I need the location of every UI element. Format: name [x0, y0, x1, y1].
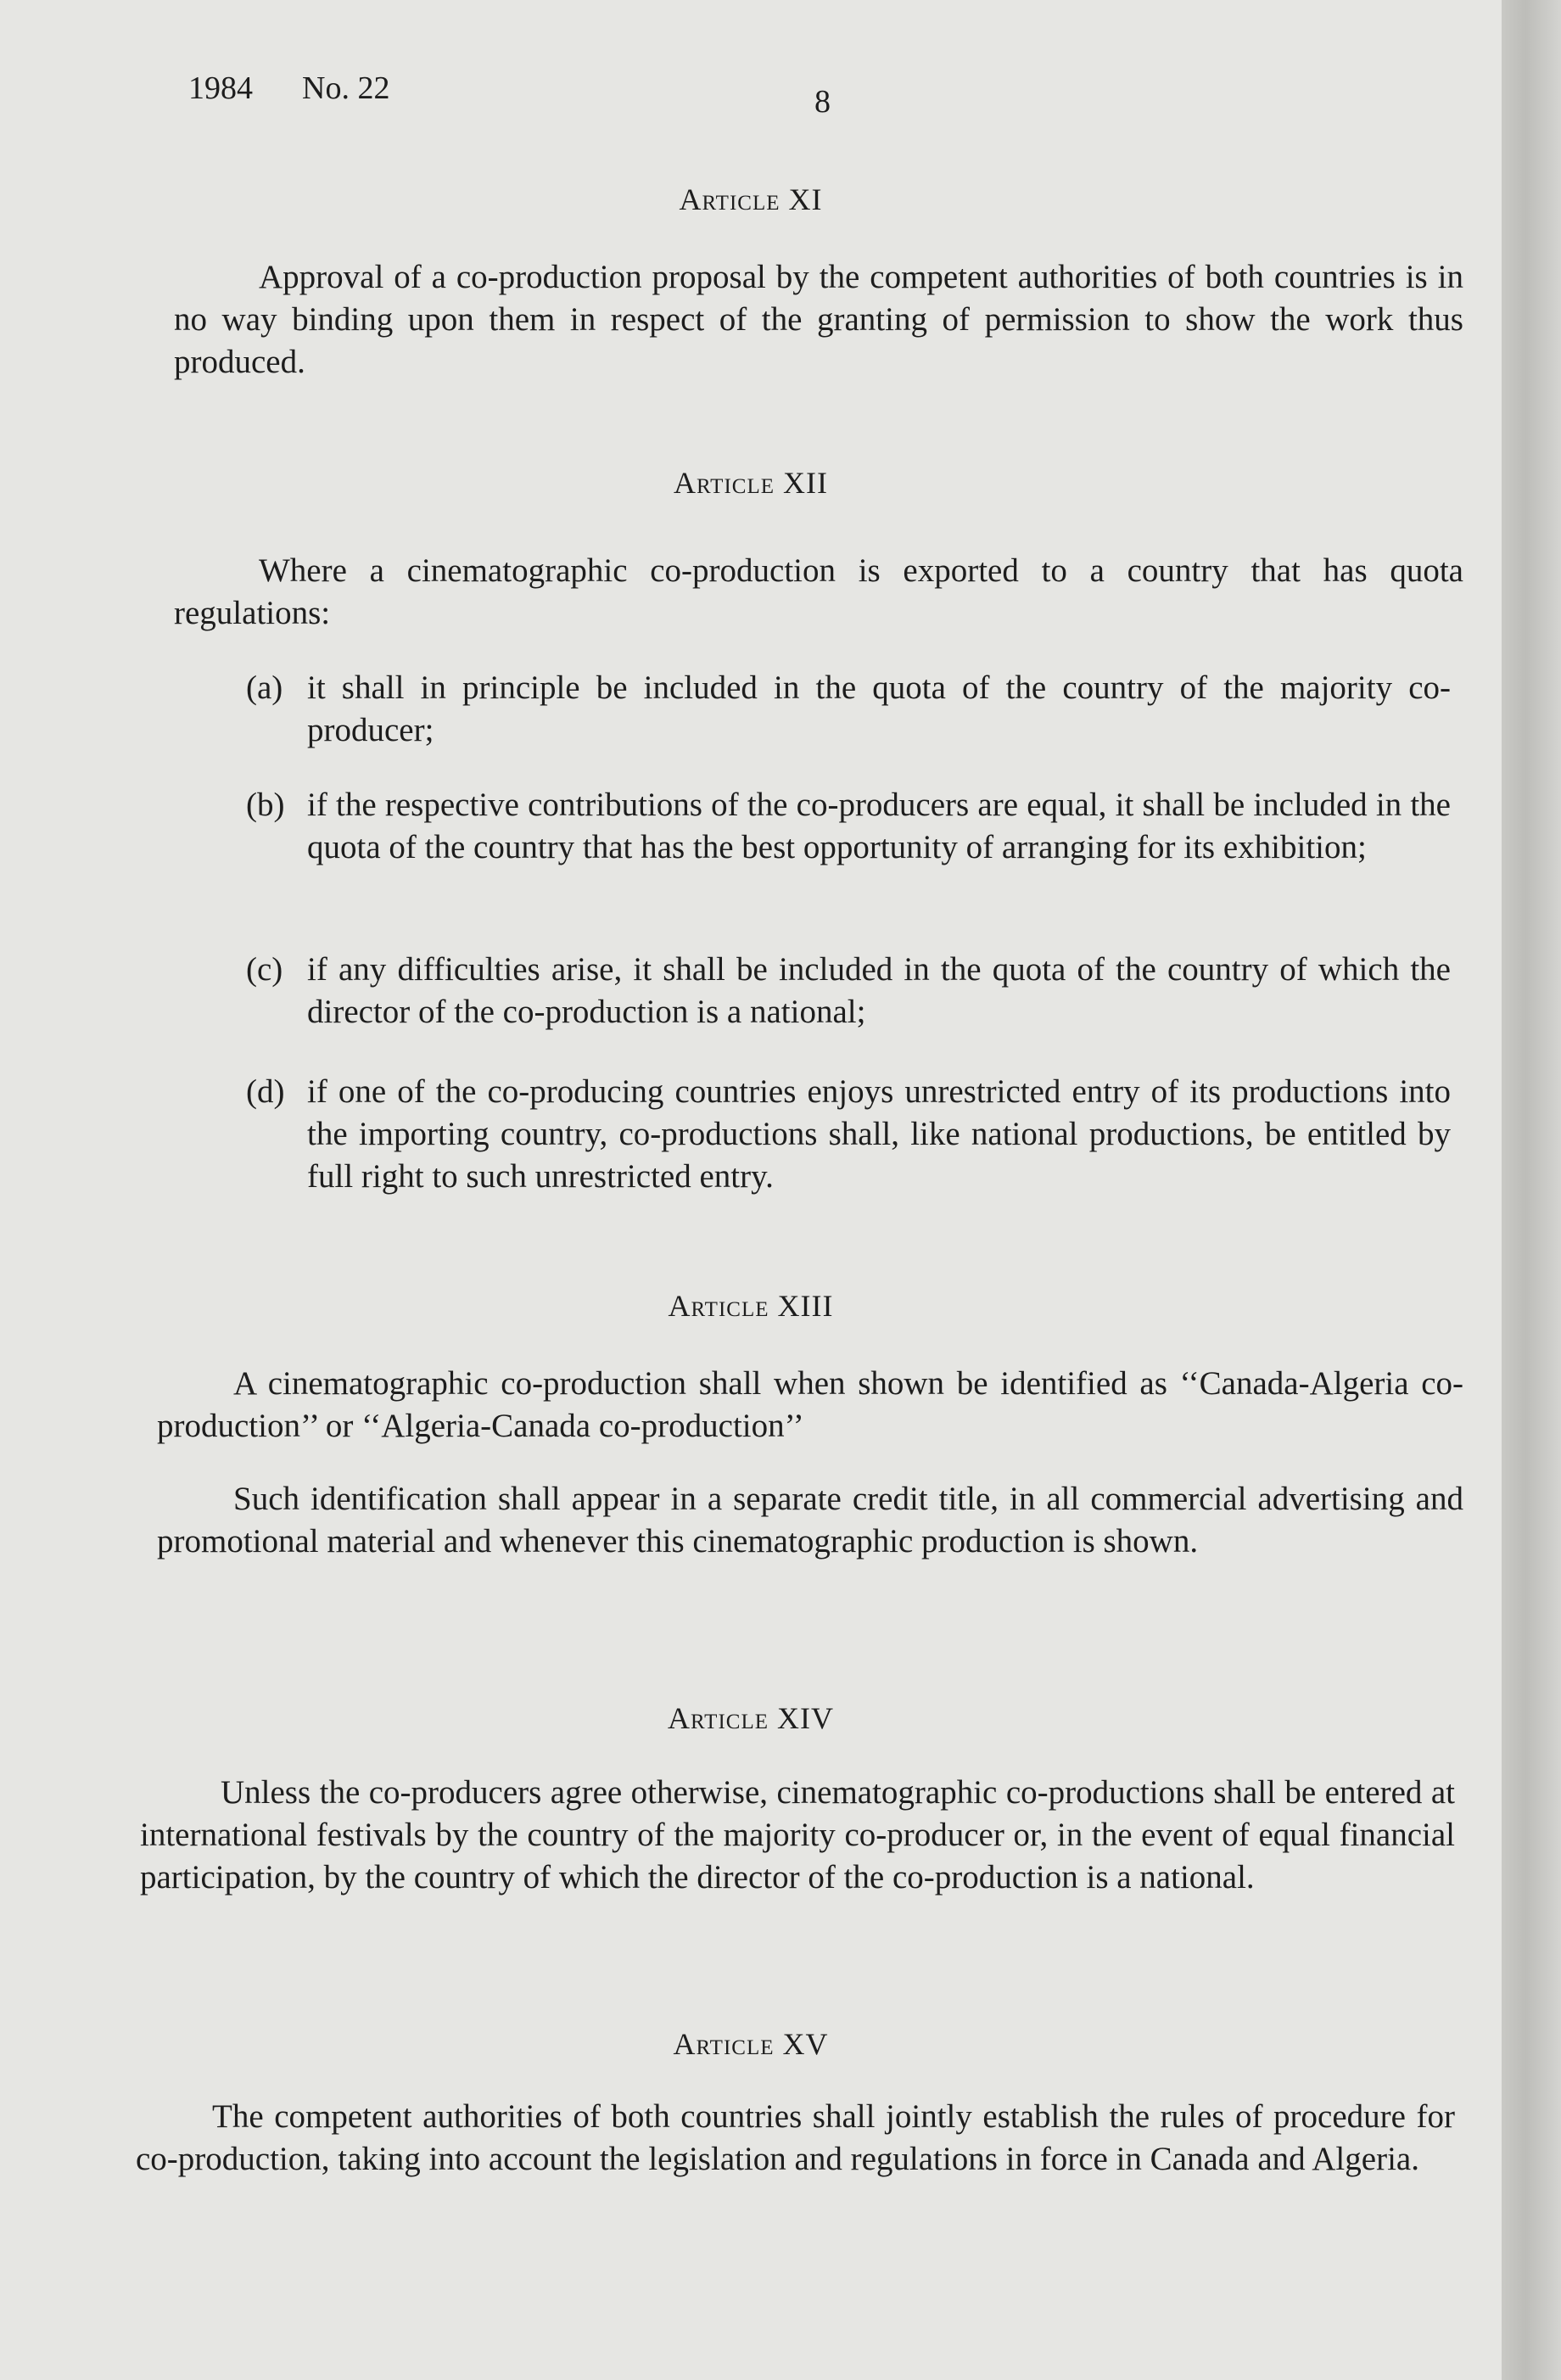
article-xv-paragraph: The competent authorities of both countries shall jointly establish the rules of procedure for co-production, taking into account the legislation and regulations in force in Canada and Algeria. [136, 2098, 1455, 2177]
article-xi-heading: Article XI [679, 182, 823, 216]
list-item-d [246, 1071, 1468, 1198]
book-spine-edge [1502, 0, 1561, 2380]
article-xiii-paragraph-2: Such identification shall appear in a separate credit title, in all commercial advertising and promotional material and whenever this cinematographic production is shown. [157, 1481, 1463, 1560]
list-text: if any difficulties arise, it shall be included in the quota of the country of which the director of the co-production is a national; [307, 951, 1451, 1030]
header-number: No. 22 [302, 70, 390, 106]
list-item-c [246, 949, 1468, 1033]
list-item-b [246, 784, 1468, 911]
list-marker: (c) [246, 951, 283, 988]
article-xiv-paragraph: Unless the co-producers agree otherwise, cinematographic co-productions shall be entered at international festivals by the country of the majority co-producer or, in the event of equal financial participation, by the country of which the director of the co-production is a national. [140, 1774, 1455, 1896]
header-year: 1984 [188, 70, 253, 106]
list-text: if the respective contributions of the co-producers are equal, it shall be included in the quota of the country that has the best opportunity of arranging for its exhibition; [307, 787, 1451, 865]
article-xi-paragraph: Approval of a co-production proposal by the competent authorities of both countries is in no way binding upon them in respect of the granting of permission to show the work thus produced. [174, 259, 1463, 380]
article-xiv-heading: Article XIV [668, 1701, 834, 1735]
list-item-a [246, 667, 1468, 752]
article-xii-heading: Article XII [674, 466, 828, 500]
article-xiii-heading: Article XIII [668, 1289, 834, 1323]
list-marker: (a) [246, 669, 283, 706]
article-xiii-paragraph-1: A cinematographic co-production shall when shown be identified as ‘‘Canada-Algeria co-production’’ or ‘‘Algeria-Canada co-production’’ [157, 1365, 1463, 1444]
list-marker: (d) [246, 1073, 285, 1110]
page-number: 8 [814, 84, 831, 120]
list-text: it shall in principle be included in the quota of the country of the majority co-producer; [307, 669, 1451, 748]
article-xv-heading: Article XV [673, 2027, 829, 2061]
list-text: if one of the co-producing countries enjoys unrestricted entry of its productions into the importing country, co-productions shall, like national productions, be entitled by full right to such unrestricted entry. [307, 1073, 1451, 1195]
article-xii-intro: Where a cinematographic co-production is exported to a country that has quota regulations: [174, 552, 1463, 631]
list-marker: (b) [246, 787, 285, 823]
